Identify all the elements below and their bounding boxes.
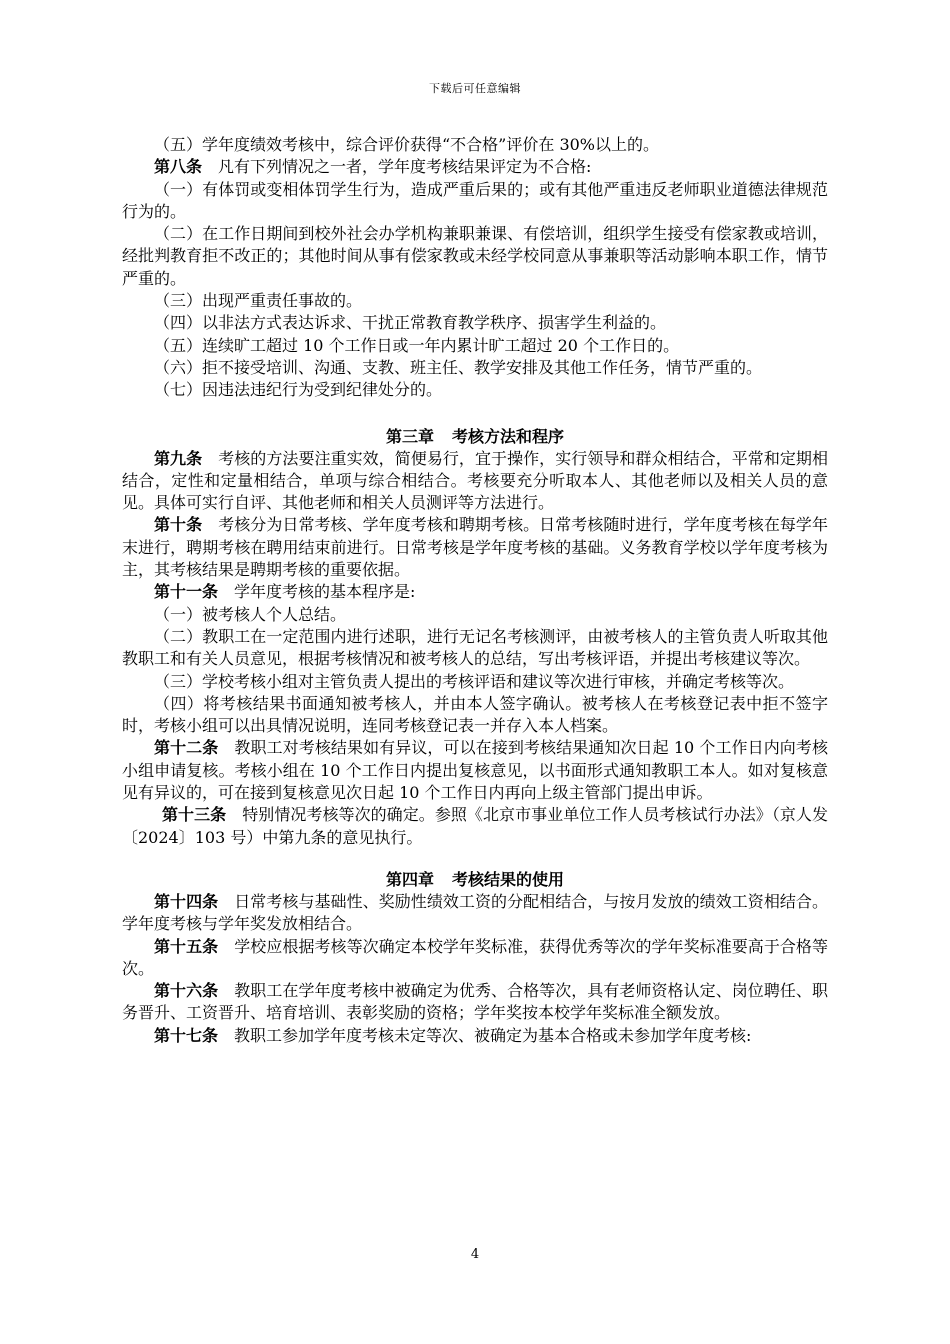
article-11: 第十一条 学年度考核的基本程序是: xyxy=(154,582,416,602)
list-item: （二）在工作日期间到校外社会办学机构兼职兼课、有偿培训，组织学生接受有偿家教或培训，经批判教育拒不改正的；其他时间从事有偿家教或未经学校同意从事兼职等活动影响本职工作，情节严重的。 xyxy=(122,224,828,288)
article-12: 第十二条 教职工对考核结果如有异议，可以在接到考核结果通知次日起 10 个工作日内向考核小组申请复核。考核小组在 10 个工作日内提出复核意见，以书面形式通知教职工本人。如对复核意见有异议的，可在接到复核意见次日起 10 个工作日内再向上级主管部门提出申诉。 xyxy=(122,738,828,803)
list-item: （七）因违法违纪行为受到纪律处分的。 xyxy=(154,380,443,400)
article-8: 第八条 凡有下列情况之一者，学年度考核结果评定为不合格: xyxy=(154,157,592,177)
list-item: （一）有体罚或变相体罚学生行为，造成严重后果的；或有其他严重违反老师职业道德法律规范行为的。 xyxy=(122,179,828,221)
article-label: 第十三条 xyxy=(162,805,227,825)
article-14: 第十四条 日常考核与基础性、奖励性绩效工资的分配相结合，与按月发放的绩效工资相结合。学年度考核与学年奖发放相结合。 xyxy=(122,891,828,934)
list-item: （二）教职工在一定范围内进行述职，进行无记名考核测评，由被考核人的主管负责人听取其他教职工和有关人员意见，根据考核情况和被考核人的总结，写出考核评语，并提出考核建议等次。 xyxy=(122,626,828,669)
document-body xyxy=(122,134,828,1047)
article-label: 第十二条 xyxy=(154,738,219,758)
list-item: （六）拒不接受培训、沟通、支教、班主任、教学安排及其他工作任务，情节严重的。 xyxy=(154,357,763,377)
page-number: 4 xyxy=(470,1247,480,1262)
article-15: 第十五条 学校应根据考核等次确定本校学年奖标准，获得优秀等次的学年奖标准要高于合格等次。 xyxy=(122,936,828,978)
article-label: 第十六条 xyxy=(154,981,219,1001)
article-label: 第十五条 xyxy=(154,936,219,956)
paragraph: （五）学年度绩效考核中，综合评价获得“不合格”评价在 30%以上的。 xyxy=(154,135,660,154)
list-item: （五）连续旷工超过 10 个工作日或一年内累计旷工超过 20 个工作日的。 xyxy=(154,335,680,355)
list-item: （四）将考核结果书面通知被考核人，并由本人签字确认。被考核人在考核登记表中拒不签字时，考核小组可以出具情况说明，连同考核登记表一并存入本人档案。 xyxy=(122,693,828,736)
article-label: 第十一条 xyxy=(154,582,219,602)
article-17: 第十七条 教职工参加学年度考核未定等次、被确定为基本合格或未参加学年度考核: xyxy=(154,1025,752,1045)
article-label: 第十四条 xyxy=(154,891,219,911)
article-13: 第十三条 特别情况考核等次的确定。参照《北京市事业单位工作人员考核试行办法》（京人发〔2024〕103 号）中第九条的意见执行。 xyxy=(122,805,828,847)
list-item: （三）学校考核小组对主管负责人提出的考核评语和建议等次进行审核，并确定考核等次。 xyxy=(154,671,795,691)
article-label: 第八条 xyxy=(154,157,203,177)
article-16: 第十六条 教职工在学年度考核中被确定为优秀、合格等次，具有老师资格认定、岗位聘任、职务晋升、工资晋升、培育培训、表彰奖励的资格；学年奖按本校学年奖标准全额发放。 xyxy=(122,981,828,1023)
list-item: （四）以非法方式表达诉求、干扰正常教育教学秩序、损害学生利益的。 xyxy=(154,313,667,333)
list-item: （三）出现严重责任事故的。 xyxy=(154,291,363,311)
list-item: （一）被考核人个人总结。 xyxy=(154,604,347,624)
chapter-heading: 第三章 考核方法和程序 xyxy=(385,426,565,446)
article-label: 第九条 xyxy=(154,448,203,468)
article-label: 第十七条 xyxy=(154,1025,219,1045)
article-label: 第十条 xyxy=(154,515,203,535)
page-header: 下载后可任意编辑 xyxy=(429,82,521,95)
chapter-heading: 第四章 考核结果的使用 xyxy=(385,869,565,889)
article-10: 第十条 考核分为日常考核、学年度考核和聘期考核。日常考核随时进行，学年度考核在每学年末进行，聘期考核在聘用结束前进行。日常考核是学年度考核的基础。义务教育学校以学年度考核为主，其考核结果是聘期考核的重要依据。 xyxy=(122,515,828,580)
article-9: 第九条 考核的方法要注重实效，简便易行，宜于操作，实行领导和群众相结合，平常和定期相结合，定性和定量相结合，单项与综合相结合。考核要充分听取本人、其他老师以及相关人员的意见。具体可实行自评、其他老师和相关人员测评等方法进行。 xyxy=(122,448,828,513)
